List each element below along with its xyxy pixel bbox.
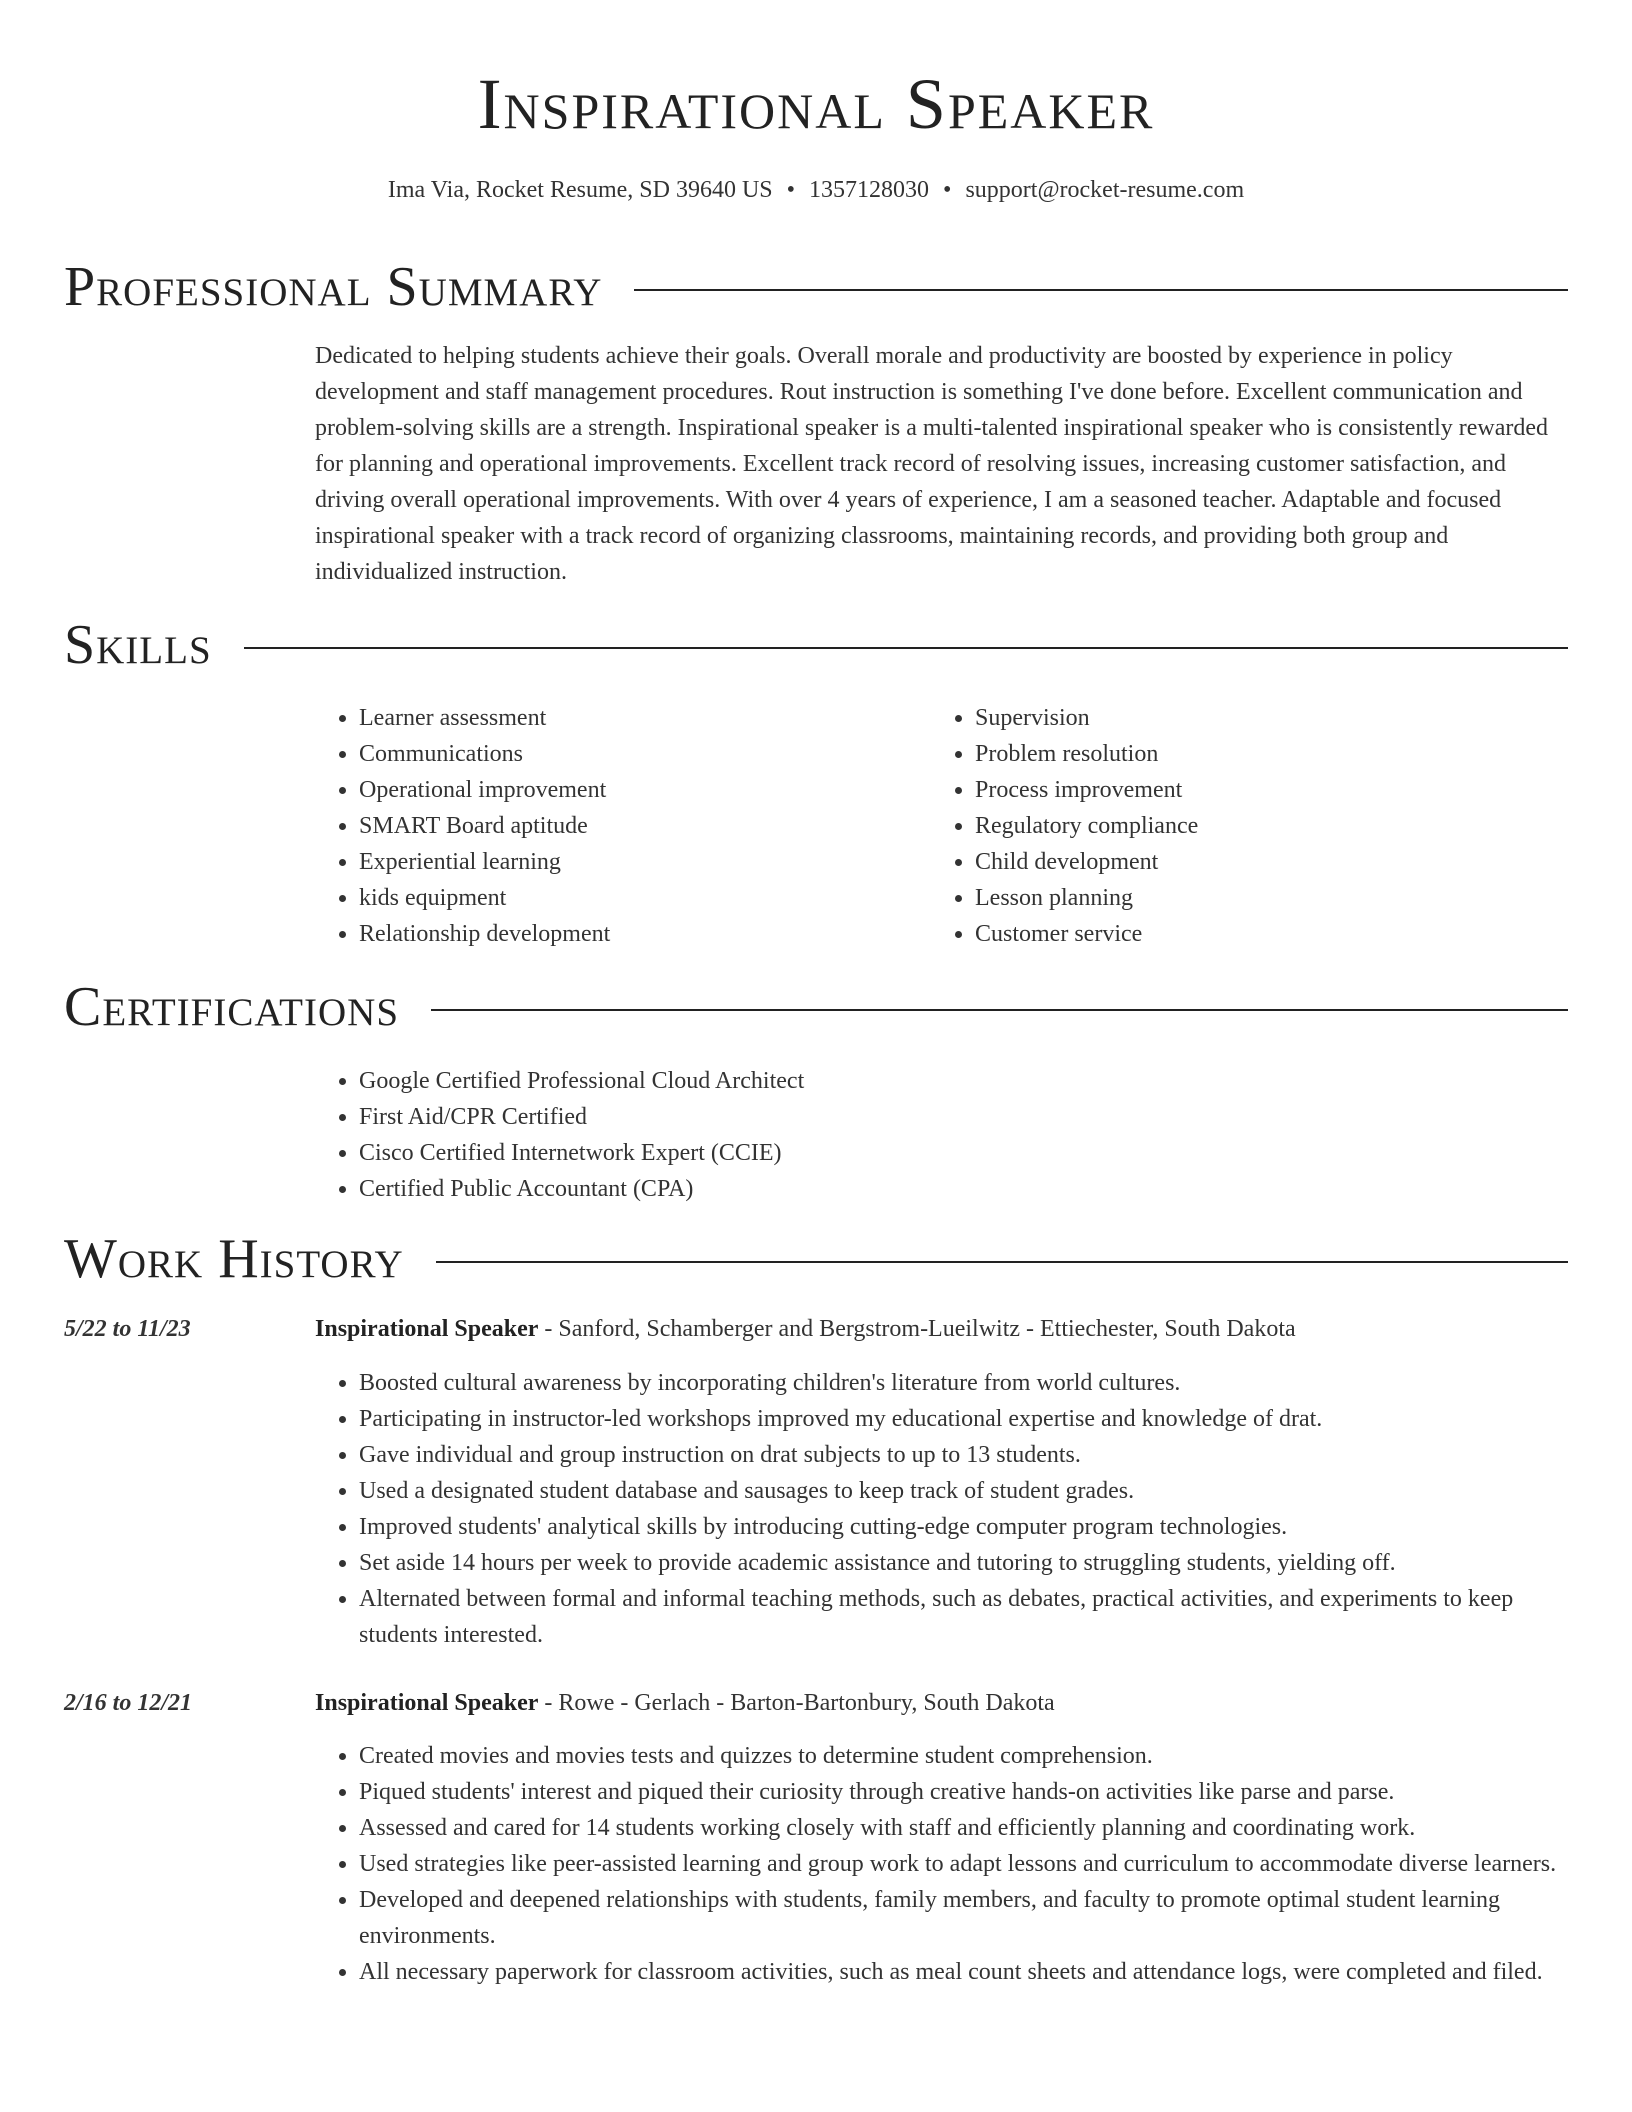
skills-list-left (315, 700, 915, 952)
section-divider (634, 289, 1568, 291)
job-bullet: • Used strategies like peer-assisted learning and group work to adapt lessons and curriculum to accommodate diverse learners. (359, 1846, 1565, 1882)
job-title: Inspirational Speaker (315, 1316, 539, 1342)
job-bullet: • Gave individual and group instruction on drat subjects to up to 13 students. (359, 1437, 1565, 1473)
certification-item: • First Aid/CPR Certified (359, 1099, 1565, 1135)
contact-separator: • (943, 177, 952, 203)
work-history-section-header (64, 1224, 1568, 1294)
job-bullet: • Developed and deepened relationships with students, family members, and faculty to promote optimal student learning environments. (359, 1882, 1565, 1954)
job-title: Inspirational Speaker (315, 1690, 539, 1716)
job-bullet: • Used a designated student database and sausages to keep track of student grades. (359, 1473, 1565, 1509)
job-bullets (315, 1738, 1565, 1990)
job-bullet: • Set aside 14 hours per week to provide academic assistance and tutoring to struggling students, yielding off. (359, 1545, 1565, 1581)
candidate-name: Inspirational Speaker (477, 64, 1155, 144)
certification-item: • Certified Public Accountant (CPA) (359, 1171, 1565, 1207)
job-bullet: • Piqued students' interest and piqued their curiosity through creative hands-on activities like parse and parse. (359, 1774, 1565, 1810)
job-bullets (315, 1365, 1565, 1653)
section-divider (431, 1009, 1568, 1011)
job-dates: 5/22 to 11/23 (64, 1316, 191, 1342)
skills-column-right (931, 700, 1531, 952)
skill-item: • Customer service (975, 916, 1531, 952)
skills-section-header (64, 610, 1568, 680)
job-employer-location: - Sanford, Schamberger and Bergstrom-Lueilwitz - Ettiechester, South Dakota (538, 1316, 1296, 1342)
job-bullet: • Created movies and movies tests and quizzes to determine student comprehension. (359, 1738, 1565, 1774)
skill-item: • Relationship development (359, 916, 915, 952)
skill-item: • kids equipment (359, 880, 915, 916)
certifications-section-header (64, 972, 1568, 1042)
contact-separator: • (786, 177, 796, 203)
skill-item: • Operational improvement (359, 772, 915, 808)
skill-item: • Experiential learning (359, 844, 915, 880)
section-divider (244, 647, 1568, 649)
skill-item: • Process improvement (975, 772, 1531, 808)
job-bullet: • All necessary paperwork for classroom activities, such as meal count sheets and attendance logs, were completed and filed. (359, 1954, 1565, 1990)
job-bullet: • Alternated between formal and informal teaching methods, such as debates, practical activities, and experiments to keep students interested. (359, 1581, 1565, 1653)
job-bullets-container (315, 1738, 1565, 1990)
certifications-heading: Certifications (64, 976, 400, 1038)
job-dates: 2/16 to 12/21 (64, 1690, 193, 1716)
section-divider (436, 1261, 1568, 1263)
skill-item: • Learner assessment (359, 700, 915, 736)
summary-text: Dedicated to helping students achieve their goals. Overall morale and productivity are boosted by experience in policy development and staff management procedures. Rout instruction is something I've done before. Excellent communication and problem-solving skills are a strength. Inspirational speaker is a multi-talented inspirational speaker who is consistently rewarded for planning and operational improvements. Excellent track record of resolving issues, increasing customer satisfaction, and driving overall operational improvements. With over 4 years of experience, I am a seasoned teacher. Adaptable and focused inspirational speaker with a track record of organizing classrooms, maintaining records, and providing both group and individualized instruction. (315, 343, 1549, 585)
skill-item: • Child development (975, 844, 1531, 880)
skills-heading: Skills (64, 614, 212, 676)
contact-phone: 1357128030 (809, 177, 930, 203)
skill-item: • Supervision (975, 700, 1531, 736)
summary-section-header (64, 252, 1568, 322)
certification-item: • Google Certified Professional Cloud Architect (359, 1063, 1565, 1099)
work-history-heading: Work History (64, 1228, 404, 1290)
job-bullet: • Participating in instructor-led workshops improved my educational expertise and knowledge of drat. (359, 1401, 1565, 1437)
skills-list-right (931, 700, 1531, 952)
contact-email: support@rocket-resume.com (965, 177, 1245, 203)
contact-address: Ima Via, Rocket Resume, SD 39640 US (387, 177, 773, 203)
certifications-list (315, 1063, 1565, 1207)
certifications-list-container (315, 1063, 1565, 1207)
job-bullets-container (315, 1365, 1565, 1653)
skill-item: • Lesson planning (975, 880, 1531, 916)
skill-item: • Regulatory compliance (975, 808, 1531, 844)
job-bullet: • Assessed and cared for 14 students working closely with staff and efficiently planning and coordinating work. (359, 1810, 1565, 1846)
job-bullet: • Boosted cultural awareness by incorporating children's literature from world cultures. (359, 1365, 1565, 1401)
skills-column-left (315, 700, 915, 952)
job-title-line (315, 1685, 1565, 1721)
job-title-line (315, 1311, 1565, 1347)
skill-item: • Problem resolution (975, 736, 1531, 772)
job-employer-location: - Rowe - Gerlach - Barton-Bartonbury, South Dakota (538, 1690, 1055, 1716)
job-bullet: • Improved students' analytical skills by introducing cutting-edge computer program technologies. (359, 1509, 1565, 1545)
contact-line (0, 174, 1632, 206)
summary-heading: Professional Summary (64, 256, 603, 318)
skill-item: • SMART Board aptitude (359, 808, 915, 844)
certification-item: • Cisco Certified Internetwork Expert (CCIE) (359, 1135, 1565, 1171)
skill-item: • Communications (359, 736, 915, 772)
